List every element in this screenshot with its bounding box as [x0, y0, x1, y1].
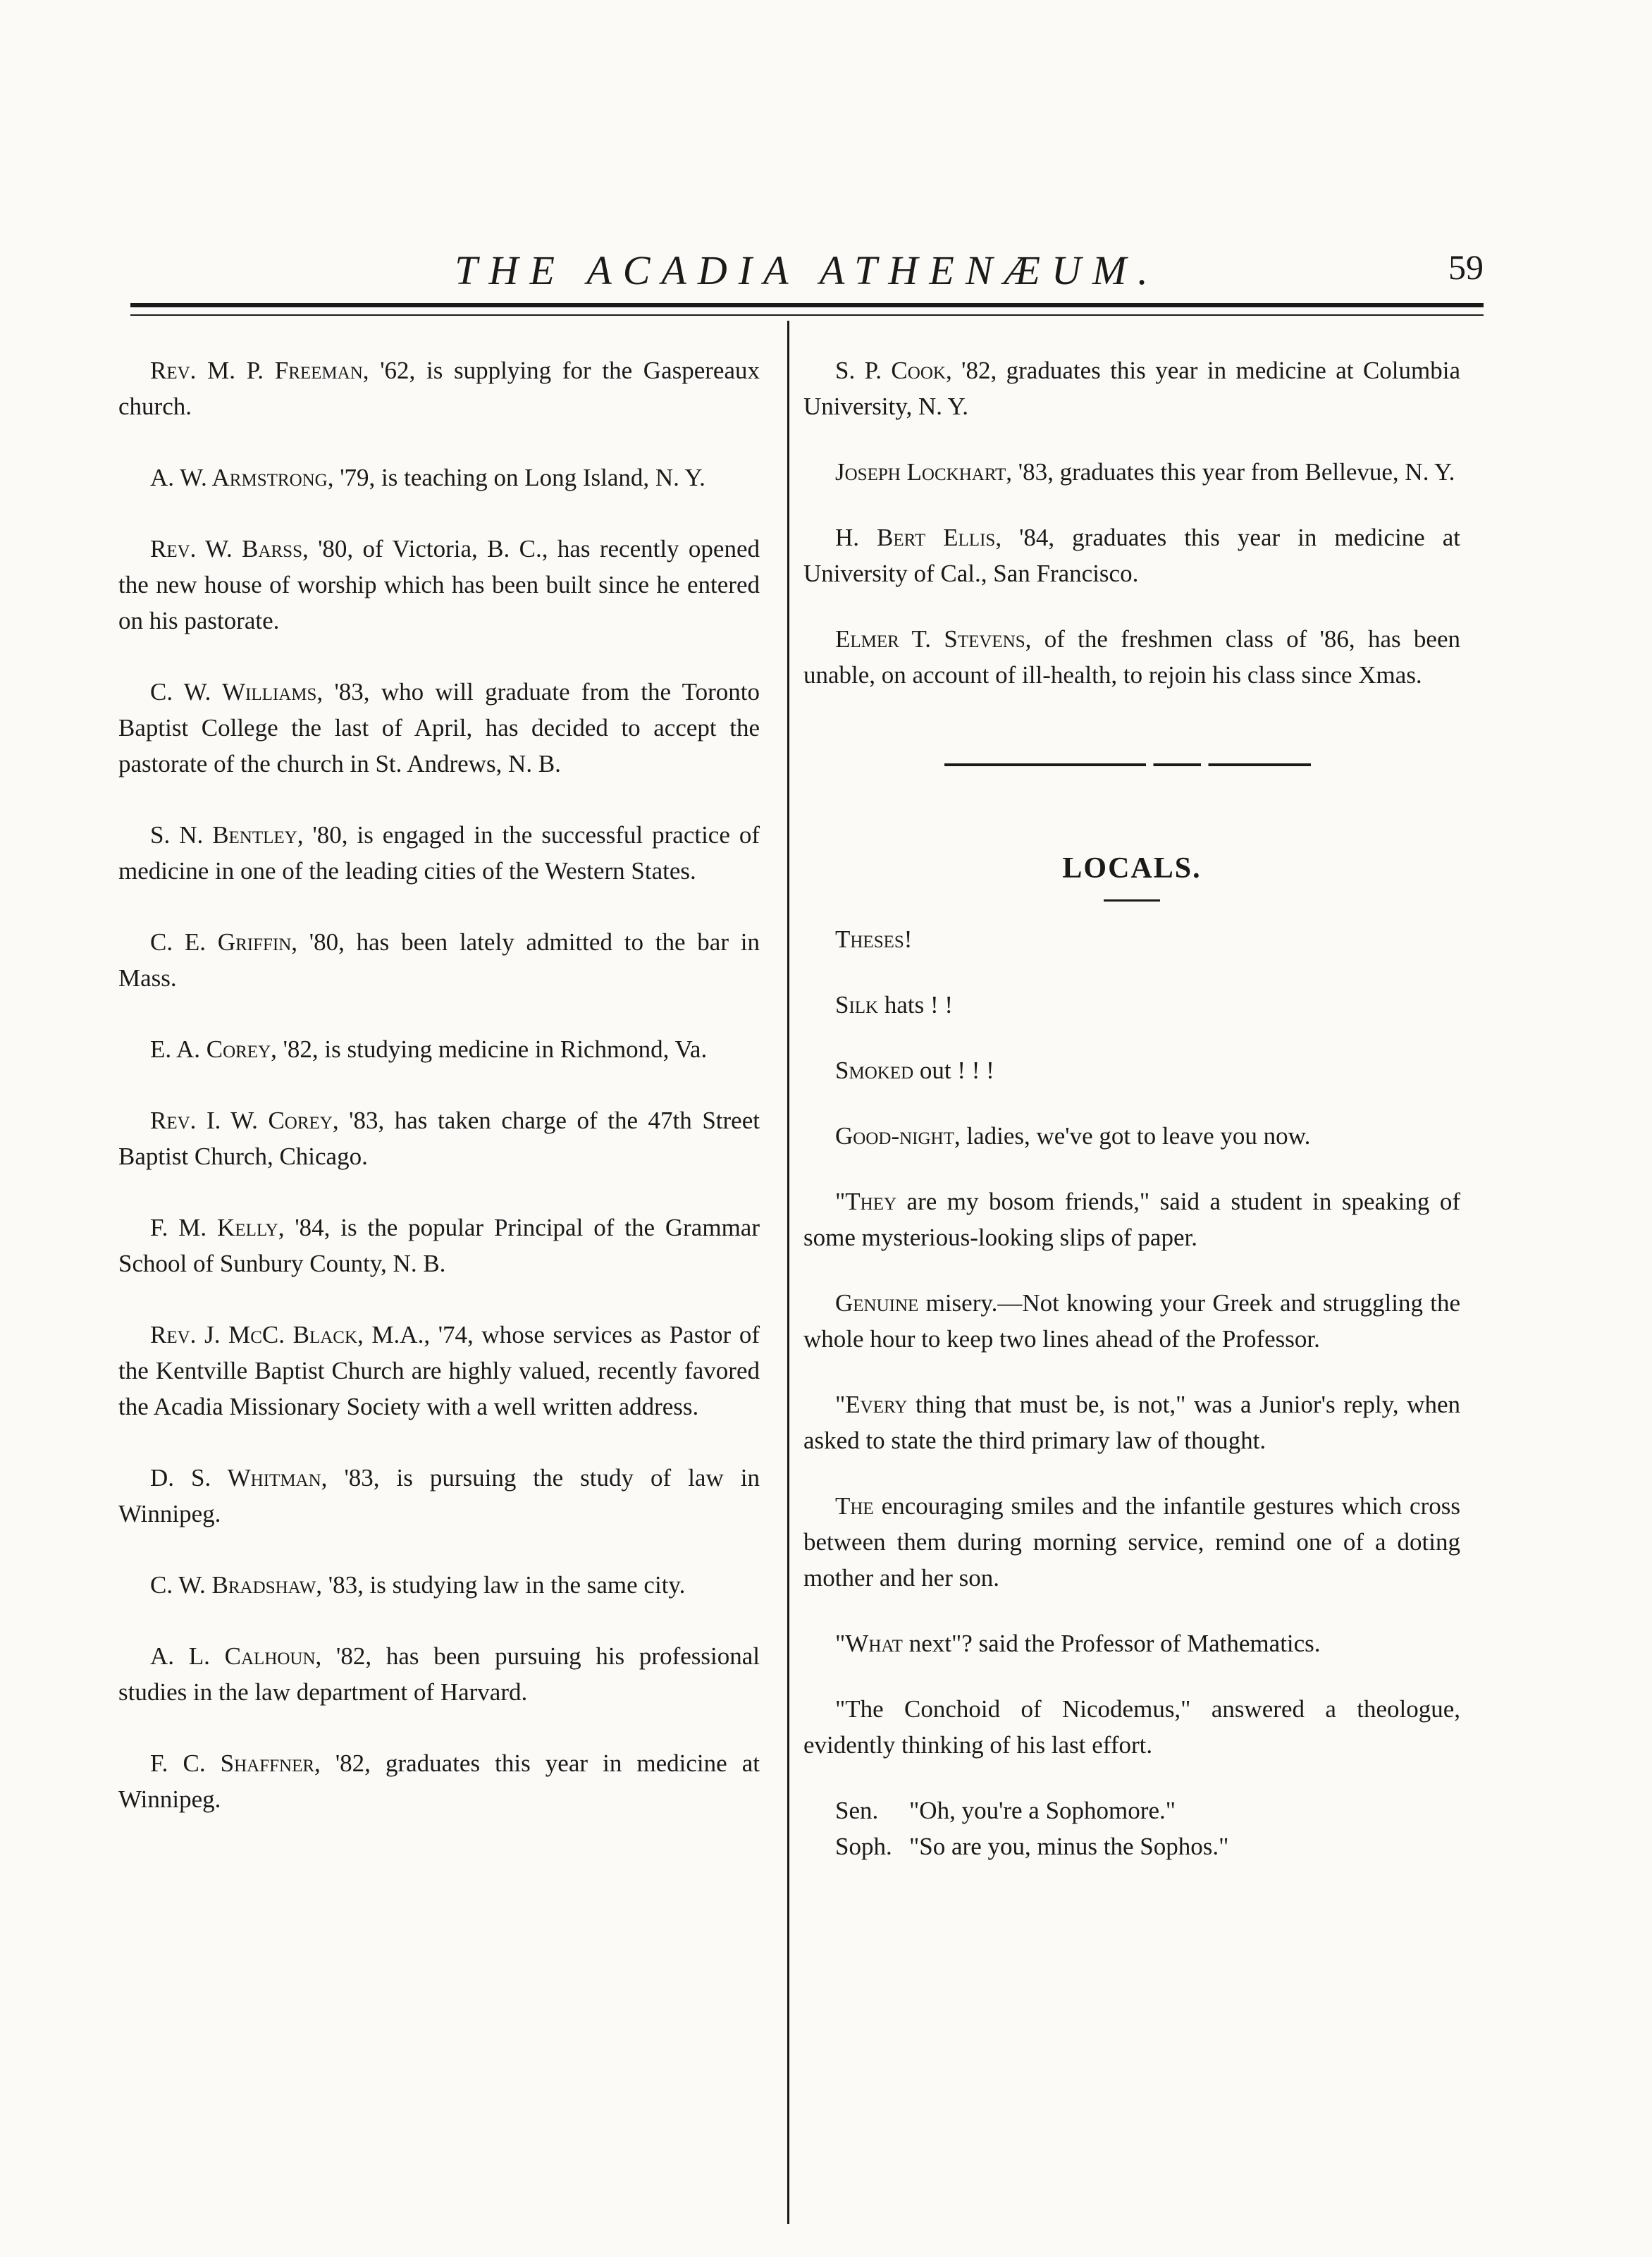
personal-item: Rev. W. Barss, '80, of Victoria, B. C., has recently opened the new house of worship which has been built since he entered on his pastorate.: [118, 535, 760, 634]
personal-item: C. W. Bradshaw, '83, is studying law in the same city.: [150, 1571, 686, 1599]
local-item: "They are my bosom friends," said a student in speaking of some mysterious-looking slips of paper.: [803, 1188, 1460, 1251]
personal-item: Joseph Lockhart, '83, graduates this year from Bellevue, N. Y.: [835, 458, 1455, 486]
personal-item: H. Bert Ellis, '84, graduates this year in medicine at University of Cal., San Francisco.: [803, 524, 1460, 587]
section-ornament-rule: [944, 763, 1311, 766]
local-item: The encouraging smiles and the infantile gestures which cross between them during morning service, remind one of a doting mother and her son.: [803, 1492, 1460, 1592]
header-rule-thin: [130, 314, 1484, 316]
local-item: "Every thing that must be, is not," was a Junior's reply, when asked to state the third primary law of thought.: [803, 1391, 1460, 1454]
personal-item: Rev. I. W. Corey, '83, has taken charge of the 47th Street Baptist Church, Chicago.: [118, 1107, 760, 1170]
dialogue-speaker: Soph.: [835, 1833, 892, 1860]
personal-item: Rev. J. McC. Black, M.A., '74, whose services as Pastor of the Kentville Baptist Church are highly valued, recently favored the Acadia Missionary Society with a well written address.: [118, 1321, 760, 1420]
dialogue-speaker: Sen.: [835, 1797, 879, 1824]
header-rule-thick: [130, 303, 1484, 307]
locals-heading: LOCALS.: [1062, 852, 1202, 885]
dialogue-line: [803, 1792, 1460, 1828]
heading-underline: [1104, 899, 1160, 902]
personal-item: A. W. Armstrong, '79, is teaching on Long Island, N. Y.: [150, 464, 705, 491]
personal-item: A. L. Calhoun, '82, has been pursuing his professional studies in the law department of Harvard.: [118, 1642, 760, 1706]
local-item: Genuine misery.—Not knowing your Greek and struggling the whole hour to keep two lines ahead of the Professor.: [803, 1289, 1460, 1353]
personal-item: F. C. Shaffner, '82, graduates this year in medicine at Winnipeg.: [118, 1749, 760, 1813]
page-number: 59: [1448, 247, 1484, 287]
local-item: "What next"? said the Professor of Mathematics.: [835, 1630, 1321, 1657]
dialogue-text: "Oh, you're a Sophomore.": [909, 1797, 1176, 1824]
journal-title: THE ACADIA ATHENÆUM.: [455, 247, 1159, 293]
local-item: Good-night, ladies, we've got to leave you now.: [835, 1122, 1311, 1150]
personal-item: C. W. Williams, '83, who will graduate from the Toronto Baptist College the last of April, has decided to accept the pastorate of the church in St. Andrews, N. B.: [118, 678, 760, 777]
local-item: Silk hats ! !: [835, 991, 954, 1019]
personal-item: E. A. Corey, '82, is studying medicine in Richmond, Va.: [150, 1035, 708, 1063]
dialogue-text: "So are you, minus the Sophos.": [909, 1833, 1229, 1860]
page-header: [130, 247, 1484, 310]
personal-item: Elmer T. Stevens, of the freshmen class of '86, has been unable, on account of ill-health, to rejoin his class since Xmas.: [803, 625, 1460, 689]
dialogue-line: [803, 1828, 1460, 1864]
personal-item: F. M. Kelly, '84, is the popular Principal of the Grammar School of Sunbury County, N. B.: [118, 1214, 760, 1277]
local-item: Theses!: [835, 925, 913, 953]
local-item: Smoked out ! ! !: [835, 1057, 994, 1084]
personal-item: S. P. Cook, '82, graduates this year in medicine at Columbia University, N. Y.: [803, 357, 1461, 420]
left-column: [118, 352, 760, 1852]
personal-item: Rev. M. P. Freeman, '62, is supplying for the Gaspereaux church.: [118, 357, 760, 420]
personal-item: S. N. Bentley, '80, is engaged in the successful practice of medicine in one of the leading cities of the Western States.: [118, 821, 760, 885]
local-item: "The Conchoid of Nicodemus," answered a theologue, evidently thinking of his last effort.: [803, 1695, 1460, 1759]
personal-item: D. S. Whitman, '83, is pursuing the study of law in Winnipeg.: [118, 1464, 760, 1527]
personal-item: C. E. Griffin, '80, has been lately admitted to the bar in Mass.: [118, 928, 760, 992]
column-divider: [787, 321, 789, 2224]
right-column: [803, 352, 1460, 1864]
